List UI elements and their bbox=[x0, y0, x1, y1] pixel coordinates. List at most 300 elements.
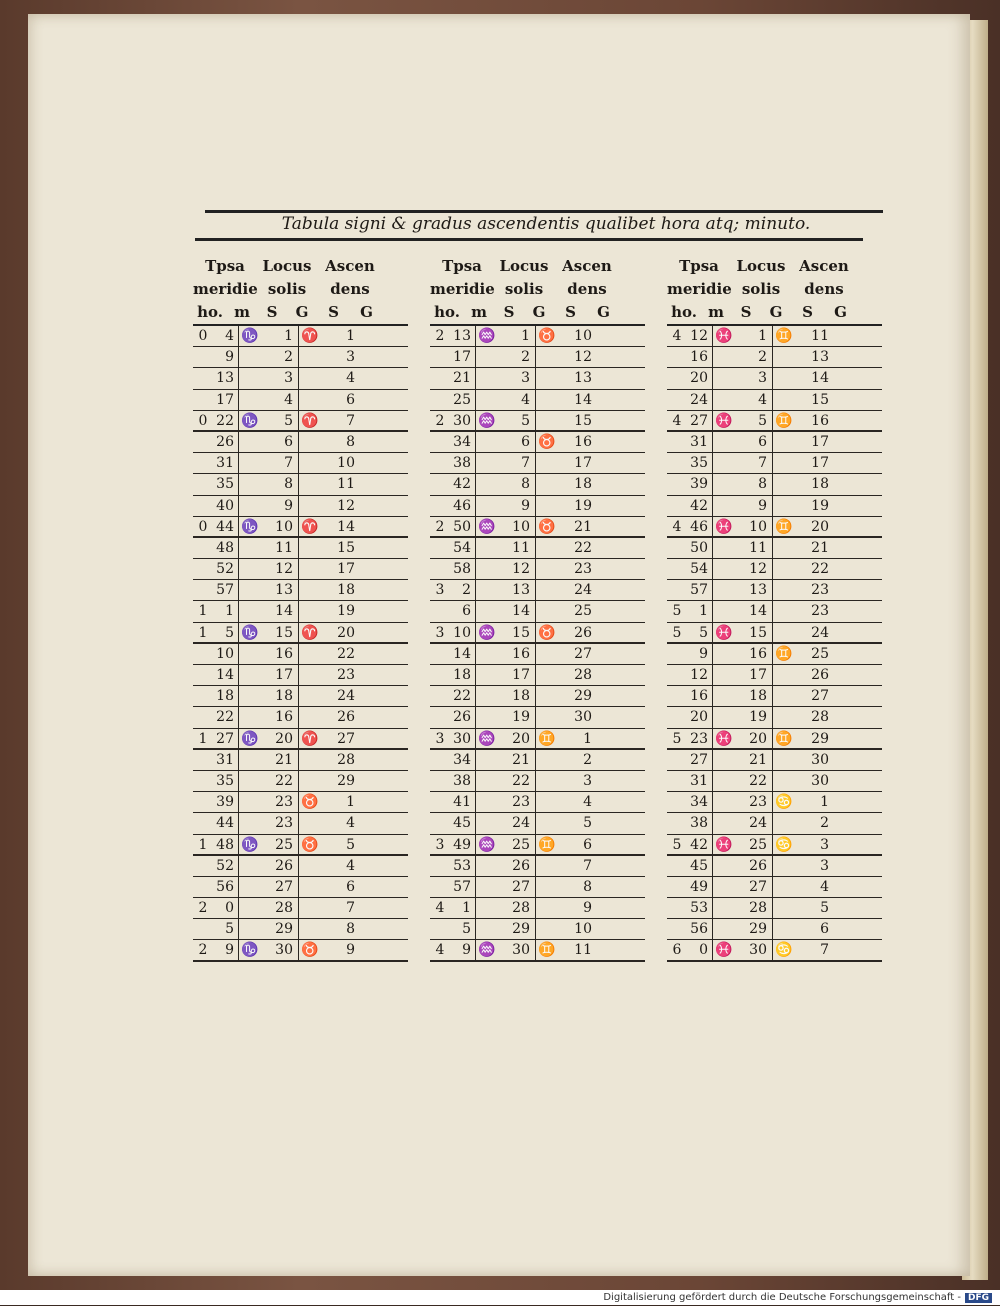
table-cell: 35 bbox=[687, 453, 713, 473]
table-cell: 24 bbox=[337, 688, 355, 705]
table-cell bbox=[430, 368, 450, 388]
table-row bbox=[193, 368, 408, 389]
header-cell: dens bbox=[330, 280, 370, 298]
table-row bbox=[430, 538, 645, 559]
table-cell: 44 bbox=[213, 517, 239, 536]
table-cell bbox=[239, 368, 261, 388]
table-cell bbox=[713, 898, 735, 918]
table-cell: 30 bbox=[811, 772, 829, 789]
table-row bbox=[667, 390, 882, 411]
table-cell bbox=[239, 390, 261, 410]
table-cell: 35 bbox=[213, 771, 239, 791]
table-row bbox=[667, 453, 882, 474]
header-cell: S bbox=[328, 303, 339, 321]
header-row-1 bbox=[193, 255, 408, 278]
header-cell: dens bbox=[804, 280, 844, 298]
table-cell: ♓ bbox=[715, 624, 733, 641]
table-cell bbox=[536, 813, 558, 833]
table-cell: 25 bbox=[450, 390, 476, 410]
table-cell: 10 bbox=[498, 517, 536, 536]
table-cell: 26 bbox=[261, 856, 299, 876]
table-cell: 3 bbox=[583, 772, 592, 789]
table-row bbox=[667, 644, 882, 665]
table-cell: 48 bbox=[213, 538, 239, 558]
table-cell bbox=[536, 580, 558, 600]
table-cell: 0 bbox=[213, 898, 239, 918]
table-cell bbox=[713, 813, 735, 833]
table-cell: 26 bbox=[337, 709, 355, 726]
table-cell: 15 bbox=[261, 623, 299, 642]
table-cell: ♑ bbox=[241, 730, 259, 747]
table-cell: 7 bbox=[346, 900, 355, 917]
table-cell: 2 bbox=[261, 347, 299, 367]
table-cell: 17 bbox=[811, 433, 829, 450]
table-cell: 22 bbox=[213, 411, 239, 430]
table-cell: 1 bbox=[687, 601, 713, 621]
table-cell: 13 bbox=[261, 580, 299, 600]
table-cell: 12 bbox=[687, 326, 713, 346]
table-cell: ♉ bbox=[538, 518, 556, 535]
table-cell: 57 bbox=[687, 580, 713, 600]
table-cell bbox=[193, 580, 213, 600]
table-cell: 2 bbox=[735, 347, 773, 367]
table-cell bbox=[299, 644, 321, 664]
table-cell: 3 bbox=[435, 730, 445, 747]
table-cell bbox=[430, 601, 450, 621]
table-cell: 23 bbox=[687, 729, 713, 748]
table-cell: 23 bbox=[574, 561, 592, 578]
table-cell: 16 bbox=[261, 707, 299, 727]
table-cell bbox=[193, 390, 213, 410]
table-row bbox=[667, 771, 882, 792]
table-cell: 4 bbox=[498, 390, 536, 410]
table-cell: ♉ bbox=[538, 328, 556, 344]
table-cell bbox=[299, 856, 321, 876]
table-cell: 58 bbox=[450, 559, 476, 579]
table-row bbox=[430, 432, 645, 453]
header-row-2 bbox=[430, 278, 645, 301]
table-cell: 3 bbox=[735, 368, 773, 388]
table-cell: 18 bbox=[735, 686, 773, 706]
table-cell: 4 bbox=[820, 878, 829, 895]
table-row bbox=[430, 390, 645, 411]
table-cell bbox=[193, 707, 213, 727]
table-cell: 21 bbox=[498, 750, 536, 770]
table-cell: 26 bbox=[574, 624, 592, 641]
table-cell bbox=[239, 898, 261, 918]
header-cell: Tpsa bbox=[679, 257, 719, 275]
table-cell bbox=[536, 750, 558, 770]
table-cell bbox=[430, 750, 450, 770]
table-cell: 22 bbox=[261, 771, 299, 791]
table-row bbox=[430, 919, 645, 940]
table-cell: 6 bbox=[583, 836, 592, 853]
table-cell bbox=[239, 813, 261, 833]
table-cell: ♓ bbox=[715, 518, 733, 535]
table-row bbox=[430, 707, 645, 728]
table-cell: 9 bbox=[261, 496, 299, 516]
table-cell: 11 bbox=[337, 476, 355, 493]
table-cell bbox=[476, 474, 498, 494]
table-cell: ♓ bbox=[715, 836, 733, 853]
table-cell bbox=[713, 601, 735, 621]
table-row bbox=[667, 432, 882, 453]
table-cell: 3 bbox=[820, 857, 829, 874]
table-cell: 30 bbox=[261, 940, 299, 959]
table-cell bbox=[193, 432, 213, 452]
header-cell: dens bbox=[567, 280, 607, 298]
table-cell: 54 bbox=[450, 538, 476, 558]
table-cell: 8 bbox=[346, 921, 355, 938]
table-cell bbox=[713, 919, 735, 939]
table-cell bbox=[536, 686, 558, 706]
table-cell bbox=[713, 559, 735, 579]
table-cell bbox=[239, 665, 261, 685]
table-row bbox=[193, 496, 408, 517]
table-cell bbox=[536, 601, 558, 621]
table-cell bbox=[773, 707, 795, 727]
table-cell bbox=[239, 347, 261, 367]
table-cell bbox=[713, 644, 735, 664]
table-cell bbox=[430, 453, 450, 473]
table-cell bbox=[773, 347, 795, 367]
table-row bbox=[193, 686, 408, 707]
header-cell: G bbox=[597, 303, 610, 321]
table-row bbox=[667, 326, 882, 347]
table-cell: 19 bbox=[337, 603, 355, 620]
table-cell bbox=[430, 665, 450, 685]
table-cell: 13 bbox=[498, 580, 536, 600]
table-cell bbox=[239, 877, 261, 897]
table-cell bbox=[713, 665, 735, 685]
header-cell: Ascen bbox=[325, 257, 375, 275]
table-cell bbox=[536, 665, 558, 685]
table-row bbox=[667, 580, 882, 601]
table-cell: ♊ bbox=[538, 836, 556, 853]
table-cell: 6 bbox=[820, 921, 829, 938]
table-cell bbox=[713, 538, 735, 558]
table-cell: 42 bbox=[687, 496, 713, 516]
table-cell: 53 bbox=[687, 898, 713, 918]
table-cell: 5 bbox=[213, 919, 239, 939]
table-cell: 6 bbox=[450, 601, 476, 621]
table-cell: 8 bbox=[498, 474, 536, 494]
table-cell: 52 bbox=[213, 559, 239, 579]
table-cell bbox=[667, 580, 687, 600]
table-row bbox=[193, 517, 408, 538]
table-cell: 29 bbox=[735, 919, 773, 939]
table-cell: 42 bbox=[687, 835, 713, 854]
table-cell: 56 bbox=[213, 877, 239, 897]
table-cell: 15 bbox=[735, 623, 773, 642]
table-cell: 9 bbox=[450, 940, 476, 959]
table-cell: 28 bbox=[574, 667, 592, 683]
table-row bbox=[193, 644, 408, 665]
table-cell bbox=[476, 453, 498, 473]
table-cell: 45 bbox=[450, 813, 476, 833]
table-row bbox=[430, 940, 645, 961]
table-cell bbox=[536, 877, 558, 897]
table-cell: 23 bbox=[811, 603, 829, 620]
table-cell: ♒ bbox=[478, 942, 496, 959]
table-cell: 52 bbox=[213, 856, 239, 876]
table-cell: 1 bbox=[261, 326, 299, 346]
table-cell bbox=[430, 496, 450, 516]
table-cell: 8 bbox=[735, 474, 773, 494]
table-cell bbox=[430, 813, 450, 833]
table-cell: 27 bbox=[574, 645, 592, 662]
table-cell bbox=[239, 453, 261, 473]
table-cell: 38 bbox=[687, 813, 713, 833]
table-cell bbox=[713, 496, 735, 516]
table-cell: ♉ bbox=[301, 794, 319, 811]
table-cell: ♒ bbox=[478, 730, 496, 747]
table-cell bbox=[239, 580, 261, 600]
table-cell: 34 bbox=[687, 792, 713, 812]
table-cell: 7 bbox=[261, 453, 299, 473]
table-cell: 5 bbox=[498, 411, 536, 430]
table-cell: 31 bbox=[687, 771, 713, 791]
table-cell: 8 bbox=[583, 878, 592, 895]
table-cell bbox=[239, 771, 261, 791]
table-title: Tabula signi & gradus ascendentis qualibet hora atq; minuto. bbox=[281, 214, 811, 234]
table-cell bbox=[299, 453, 321, 473]
table-cell bbox=[299, 347, 321, 367]
table-cell: ♉ bbox=[538, 433, 556, 450]
table-cell: 8 bbox=[346, 433, 355, 450]
table-cell: 18 bbox=[498, 686, 536, 706]
table-row bbox=[193, 559, 408, 580]
table-cell bbox=[713, 877, 735, 897]
table-cell: 16 bbox=[261, 644, 299, 664]
table-row bbox=[430, 368, 645, 389]
table-cell: 3 bbox=[261, 368, 299, 388]
table-row bbox=[667, 474, 882, 495]
table-cell: 9 bbox=[346, 942, 355, 959]
table-cell: 30 bbox=[574, 709, 592, 726]
table-cell: 25 bbox=[735, 835, 773, 854]
table-cell: 41 bbox=[450, 792, 476, 812]
table-cell bbox=[476, 898, 498, 918]
table-cell: 28 bbox=[811, 709, 829, 726]
table-cell: 57 bbox=[450, 877, 476, 897]
table-row bbox=[193, 792, 408, 813]
header-cell: Locus bbox=[499, 257, 549, 275]
table-cell: 14 bbox=[337, 518, 355, 535]
table-cell bbox=[476, 750, 498, 770]
table-row bbox=[193, 326, 408, 347]
table-cell: 53 bbox=[450, 856, 476, 876]
table-cell: 10 bbox=[574, 328, 592, 344]
table-row bbox=[430, 813, 645, 834]
table-row bbox=[193, 940, 408, 961]
table-cell: 4 bbox=[583, 794, 592, 811]
table-cell bbox=[193, 877, 213, 897]
table-cell: 23 bbox=[811, 582, 829, 599]
table-cell: 5 bbox=[450, 919, 476, 939]
table-cell bbox=[476, 919, 498, 939]
table-cell: 18 bbox=[450, 665, 476, 685]
header-cell: G bbox=[360, 303, 373, 321]
table-cell: 21 bbox=[735, 750, 773, 770]
table-row bbox=[193, 707, 408, 728]
table-cell bbox=[773, 919, 795, 939]
table-cell: 34 bbox=[450, 432, 476, 452]
table-cell: 22 bbox=[337, 645, 355, 662]
table-cell bbox=[773, 877, 795, 897]
table-cell bbox=[713, 750, 735, 770]
table-cell: 20 bbox=[337, 624, 355, 641]
table-row bbox=[430, 729, 645, 750]
table-cell bbox=[193, 813, 213, 833]
table-cell: 17 bbox=[735, 665, 773, 685]
table-cell bbox=[299, 707, 321, 727]
table-cell: 3 bbox=[820, 836, 829, 853]
table-cell: 30 bbox=[450, 729, 476, 748]
table-row bbox=[667, 559, 882, 580]
table-cell: 1 bbox=[198, 603, 208, 620]
table-cell: 7 bbox=[346, 412, 355, 429]
table-cell bbox=[299, 919, 321, 939]
table-cell: 5 bbox=[672, 730, 682, 747]
table-cell: 1 bbox=[346, 328, 355, 344]
table-cell: 23 bbox=[261, 813, 299, 833]
table-cell bbox=[667, 390, 687, 410]
table-cell: 7 bbox=[735, 453, 773, 473]
table-cell bbox=[193, 665, 213, 685]
table-cell: 31 bbox=[213, 750, 239, 770]
table-row bbox=[430, 496, 645, 517]
table-cell: ♉ bbox=[301, 942, 319, 959]
table-cell bbox=[773, 665, 795, 685]
table-cell bbox=[193, 686, 213, 706]
header-cell: S bbox=[740, 303, 752, 321]
table-cell bbox=[713, 453, 735, 473]
table-cell: 19 bbox=[811, 497, 829, 514]
table-cell: 39 bbox=[687, 474, 713, 494]
table-cell bbox=[299, 432, 321, 452]
table-cell: ♊ bbox=[775, 730, 793, 747]
table-row bbox=[667, 347, 882, 368]
table-cell: 10 bbox=[450, 623, 476, 642]
table-cell bbox=[299, 368, 321, 388]
table-cell: 6 bbox=[735, 432, 773, 452]
table-cell: 14 bbox=[498, 601, 536, 621]
table-cell bbox=[193, 856, 213, 876]
table-cell bbox=[430, 390, 450, 410]
table-cell bbox=[536, 919, 558, 939]
table-row bbox=[193, 453, 408, 474]
table-cell: 1 bbox=[450, 898, 476, 918]
table-cell: 7 bbox=[498, 453, 536, 473]
table-cell bbox=[193, 347, 213, 367]
table-cell bbox=[667, 750, 687, 770]
table-cell: 5 bbox=[346, 836, 355, 853]
table-cell: 20 bbox=[687, 368, 713, 388]
table-cell: 0 bbox=[198, 412, 208, 429]
table-cell: 24 bbox=[735, 813, 773, 833]
table-row bbox=[193, 601, 408, 622]
table-cell: ♒ bbox=[478, 836, 496, 853]
dfg-logo: DFG bbox=[965, 1293, 992, 1303]
table-cell: 1 bbox=[198, 624, 208, 641]
table-row bbox=[193, 623, 408, 644]
table-cell: ♊ bbox=[775, 412, 793, 429]
table-cell: 14 bbox=[213, 665, 239, 685]
table-cell: 48 bbox=[213, 835, 239, 854]
table-cell: 4 bbox=[261, 390, 299, 410]
table-cell bbox=[299, 496, 321, 516]
table-cell: 0 bbox=[198, 518, 208, 535]
table-cell bbox=[299, 877, 321, 897]
table-cell: 13 bbox=[450, 326, 476, 346]
table-cell bbox=[667, 347, 687, 367]
table-cell bbox=[713, 474, 735, 494]
table-cell bbox=[476, 877, 498, 897]
table-cell bbox=[536, 390, 558, 410]
table-cell: 25 bbox=[811, 645, 829, 662]
table-cell bbox=[667, 644, 687, 664]
table-cell: ♑ bbox=[241, 328, 259, 344]
header-cell: m bbox=[234, 303, 250, 321]
table-cell bbox=[773, 496, 795, 516]
table-row bbox=[430, 326, 645, 347]
table-cell: ♉ bbox=[301, 836, 319, 853]
table-cell: 30 bbox=[450, 411, 476, 430]
table-row bbox=[430, 792, 645, 813]
table-cell: 21 bbox=[574, 518, 592, 535]
table-cell: 10 bbox=[337, 455, 355, 472]
table-cell: 4 bbox=[735, 390, 773, 410]
table-cell: ♑ bbox=[241, 518, 259, 535]
table-cell bbox=[193, 919, 213, 939]
table-cell: 15 bbox=[811, 391, 829, 408]
table-cell: 28 bbox=[498, 898, 536, 918]
table-cell: 8 bbox=[261, 474, 299, 494]
table-row bbox=[667, 750, 882, 771]
table-row bbox=[193, 919, 408, 940]
table-cell bbox=[430, 856, 450, 876]
table-cell: 28 bbox=[337, 751, 355, 768]
table-cell: 17 bbox=[337, 561, 355, 578]
table-cell: 11 bbox=[574, 942, 592, 959]
table-cell: 4 bbox=[346, 370, 355, 387]
table-cell: 20 bbox=[498, 729, 536, 748]
table-row bbox=[430, 644, 645, 665]
table-row bbox=[667, 538, 882, 559]
table-cell bbox=[713, 347, 735, 367]
table-cell: 27 bbox=[337, 730, 355, 747]
table-cell bbox=[536, 538, 558, 558]
table-row bbox=[667, 940, 882, 961]
table-cell: 31 bbox=[687, 432, 713, 452]
header-row-3 bbox=[667, 301, 882, 326]
table-cell bbox=[536, 496, 558, 516]
table-cell: 16 bbox=[574, 433, 592, 450]
table-cell: 24 bbox=[574, 582, 592, 599]
table-cell: 5 bbox=[687, 623, 713, 642]
table-cell: 26 bbox=[498, 856, 536, 876]
header-cell: m bbox=[471, 303, 487, 321]
table-cell bbox=[299, 474, 321, 494]
table-cell: ♉ bbox=[538, 624, 556, 641]
table-row bbox=[430, 877, 645, 898]
table-cell: 23 bbox=[337, 667, 355, 683]
table-cell: 6 bbox=[346, 391, 355, 408]
table-cell: ♋ bbox=[775, 794, 793, 811]
table-cell bbox=[430, 347, 450, 367]
table-cell bbox=[193, 453, 213, 473]
